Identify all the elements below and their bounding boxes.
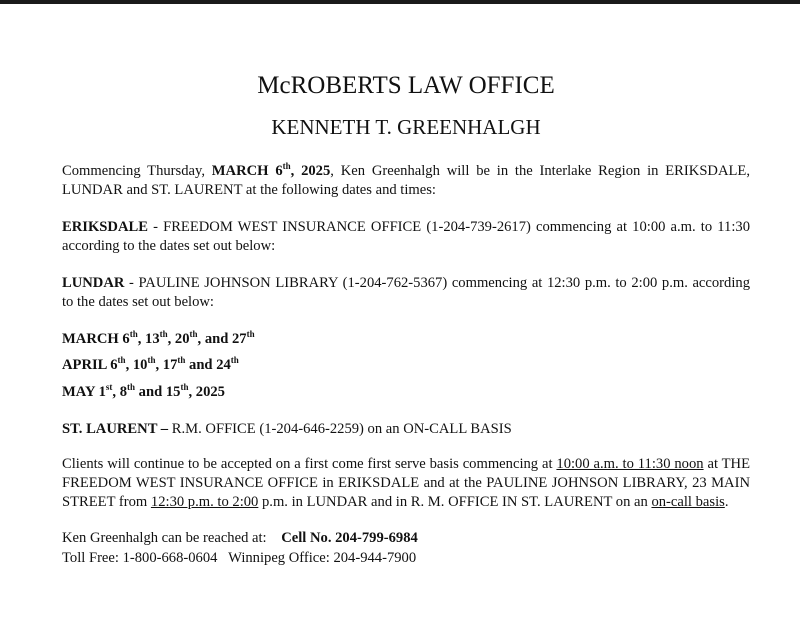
april-date-2: , 10 [125,357,148,373]
lundar-text: - PAULINE JOHNSON LIBRARY (1-204-762-5367) commencing at 12:30 p.m. to 2:00 p.m. according to the dates set out below: [62,275,750,310]
march-sup-4: th [246,329,255,340]
clients-morning-hours: 10:00 a.m. to 11:30 noon [556,456,704,472]
intro-date-sup: th [282,161,291,172]
april-date-4: and 24 [185,357,231,373]
clients-afternoon-hours: 12:30 p.m. to 2:00 [150,494,259,510]
contact-line-1 [62,528,750,548]
may-sup-2: th [127,382,136,393]
eriksdale-text: - FREEDOM WEST INSURANCE OFFICE (1-204-739-2617) commencing at 10:00 a.m. to 11:30 according to the dates set out below: [62,219,750,254]
st-laurent-paragraph [62,420,750,439]
clients-text-d: . [724,494,729,510]
may-date-2: , 8 [112,384,128,400]
intro-date-month: MARCH 6 [211,163,283,179]
april-label: APRIL 6 [62,357,118,373]
may-date-3: and 15 [135,384,181,400]
march-sup-1: th [129,329,138,340]
firm-title: McROBERTS LAW OFFICE [257,72,555,99]
top-border [0,0,800,4]
march-dates [62,331,255,348]
april-dates [62,357,239,374]
contact-line-2 [62,548,750,568]
april-sup-3: th [177,355,186,366]
toll-free-number: Toll Free: 1-800-668-0604 [62,550,218,566]
april-sup-4: th [230,355,239,366]
intro-text-2: , Ken Greenhalgh will be in the Interlake Region in ERIKSDALE, LUNDAR and ST. LAURENT at the following dates and times: [62,163,750,198]
winnipeg-office-number: Winnipeg Office: 204-944-7900 [228,550,417,566]
st-laurent-text: R.M. OFFICE (1-204-646-2259) on an ON-CALL BASIS [168,421,512,437]
april-sup-1: th [117,355,126,366]
march-date-2: , 13 [137,331,160,347]
march-date-4: , and 27 [197,331,247,347]
clients-text-b: at THE FREEDOM WEST INSURANCE OFFICE in ERIKSDALE and at the PAULINE JOHNSON LIBRARY, 23 MAIN STREET from [62,456,750,510]
clients-paragraph [62,455,750,512]
st-laurent-name: ST. LAURENT – [62,421,169,437]
clients-on-call: on-call basis [651,494,725,510]
may-dates [62,384,225,401]
cell-number: Cell No. 204-799-6984 [281,530,418,546]
may-sup-1: st [105,382,113,393]
march-sup-3: th [189,329,198,340]
may-date-4: , 2025 [188,384,225,400]
eriksdale-name: ERIKSDALE [62,219,148,235]
lundar-name: LUNDAR [62,275,125,291]
intro-date-year: , 2025 [290,163,331,179]
may-sup-3: th [180,382,189,393]
march-sup-2: th [159,329,168,340]
intro-text: Commencing Thursday, [62,163,212,179]
contact-reach-text: Ken Greenhalgh can be reached at: [62,530,267,546]
may-label: MAY 1 [62,384,106,400]
clients-text-c: p.m. in LUNDAR and in R. M. OFFICE IN ST. LAURENT on an [258,494,652,510]
intro-paragraph [62,162,750,200]
eriksdale-paragraph [62,218,750,256]
clients-text-a: Clients will continue to be accepted on a first come first serve basis commencing at [62,456,557,472]
march-date-3: , 20 [167,331,190,347]
march-label: MARCH 6 [62,331,130,347]
april-date-3: , 17 [155,357,178,373]
intro-date [212,163,331,179]
contact-block [62,528,750,568]
lundar-paragraph [62,274,750,312]
april-sup-2: th [147,355,156,366]
lawyer-name: KENNETH T. GREENHALGH [271,115,541,139]
